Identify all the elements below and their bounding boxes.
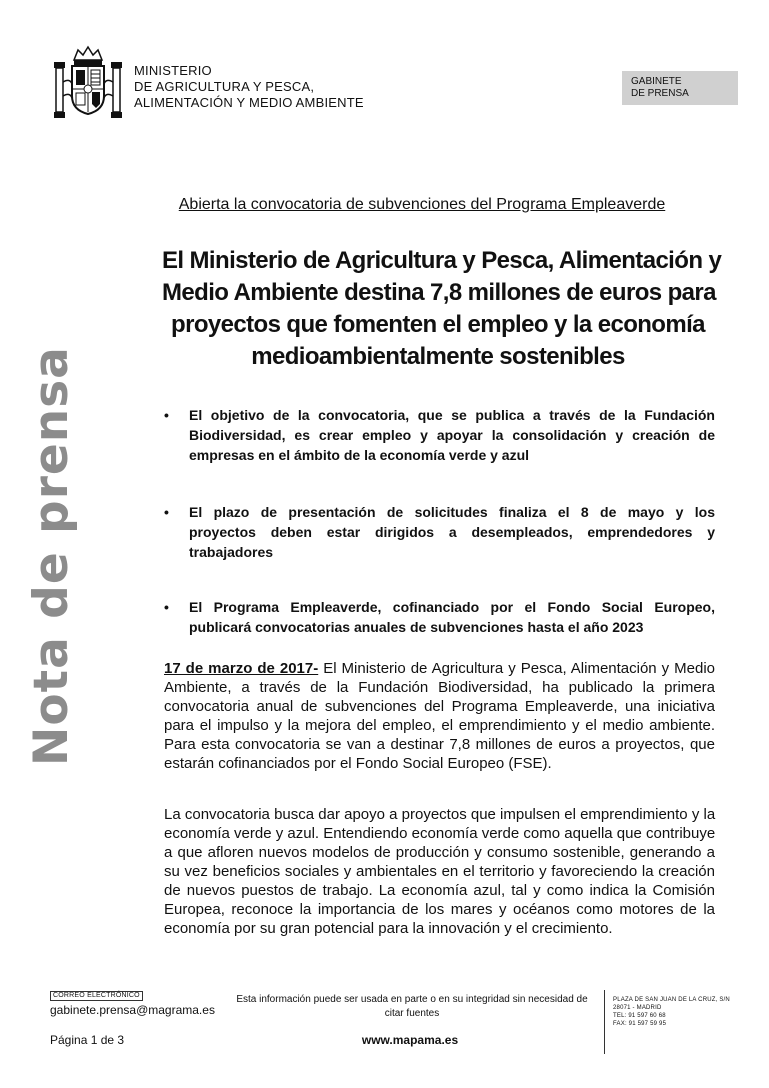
bullet-item [164, 502, 715, 566]
paragraph-line: a que afloren nuevos modelos de producción y consumo sostenible, generando a [164, 844, 715, 861]
bullet-item [164, 405, 715, 469]
coat-of-arms-icon [50, 44, 126, 122]
dateline: 17 de marzo de 2017- [164, 660, 319, 677]
headline-line: proyectos que fomenten el empleo y la economía [171, 311, 705, 338]
paragraph-line: Europea, reconoce la importancia de los mares y océanos como motores de la [164, 901, 715, 918]
paragraph-line: economía por su gran potencial para la innovación y el crecimiento. [164, 920, 613, 937]
bullet-line: trabajadores [189, 544, 274, 560]
bullet-icon: • [164, 407, 169, 423]
bullet-item [164, 597, 715, 641]
office-line: GABINETE [631, 76, 682, 87]
body-paragraph [164, 805, 715, 938]
bullet-line: empresas en el ámbito de la economía verde y azul [189, 447, 530, 463]
paragraph-line: Ambiente, a través de la Fundación Biodiversidad, ha publicado la primera [164, 679, 715, 696]
address-line: TEL: 91 597 60 68 [613, 1013, 666, 1019]
press-office-box [622, 71, 738, 105]
bullet-line: El Programa Empleaverde, cofinanciado por el Fondo Social Europeo, [189, 599, 715, 615]
headline-line: medioambientalmente sostenibles [251, 343, 625, 370]
page-number: Página 1 de 3 [50, 1033, 125, 1047]
ministry-line: DE AGRICULTURA Y PESCA, [134, 79, 315, 94]
email-label: CORREO ELECTRÓNICO [50, 991, 143, 1001]
bullet-line: Biodiversidad, es crear empleo y apoyar la consolidación y creación de [189, 427, 715, 443]
bullet-line: publicará convocatorias anuales de subvenciones hasta el año 2023 [189, 619, 644, 635]
bullet-line: proyectos deben estar dirigidos a desempleados, emprendedores y [189, 524, 715, 540]
disclaimer: Esta información puede ser usada en parte o en su integridad sin necesidad de citar fuentes [236, 994, 588, 1019]
kicker: Abierta la convocatoria de subvenciones del Programa Empleaverde [178, 196, 666, 213]
paragraph-line: su vez beneficios sociales y ambientales en el territorio y favoreciendo la creación [164, 863, 715, 880]
address [613, 996, 730, 1028]
bullet-text [189, 405, 715, 465]
headline [162, 245, 722, 373]
paragraph-line: de nuevos puestos de trabajo. La economía azul, tal y como indica la Comisión [164, 882, 715, 899]
paragraph-line: para el impulso y la mejora del empleo, el emprendimiento y el medio ambiente. [164, 717, 715, 734]
address-line: PLAZA DE SAN JUAN DE LA CRUZ, S/N [613, 997, 730, 1003]
ministry-name [134, 63, 364, 111]
headline-line: Medio Ambiente destina 7,8 millones de euros para [162, 279, 716, 306]
paragraph-line: Para esta convocatoria se van a destinar 7,8 millones de euros a proyectos, que [164, 736, 715, 753]
paragraph-line: economía verde y azul. Entendiendo economía verde como aquella que contribuye [164, 825, 716, 842]
bullet-line: El objetivo de la convocatoria, que se publica a través de la Fundación [189, 407, 715, 423]
address-line: 28071 - MADRID [613, 1005, 662, 1011]
bullet-text [189, 502, 715, 562]
office-line: DE PRENSA [631, 88, 689, 99]
paragraph-text: El Ministerio de Agricultura y Pesca, Alimentación y Medio [318, 660, 715, 677]
body-paragraph [164, 659, 715, 773]
press-note-label: Nota de prensa [24, 346, 79, 766]
paragraph-line: La convocatoria busca dar apoyo a proyectos que impulsen el emprendimiento y la [164, 806, 716, 823]
headline-line: El Ministerio de Agricultura y Pesca, Alimentación y [162, 247, 722, 274]
website-link[interactable]: www.mapama.es [361, 1033, 459, 1047]
bullet-line: El plazo de presentación de solicitudes finaliza el 8 de mayo y los [189, 504, 715, 520]
bullet-icon: • [164, 504, 169, 520]
footer-divider [604, 990, 605, 1054]
paragraph-line: estarán cofinanciados por el Fondo Social Europeo (FSE). [164, 755, 552, 772]
address-line: FAX: 91 597 59 95 [613, 1021, 667, 1027]
paragraph-line [164, 659, 715, 678]
ministry-line: MINISTERIO [134, 63, 212, 78]
ministry-line: ALIMENTACIÓN Y MEDIO AMBIENTE [134, 95, 364, 110]
email-link[interactable]: gabinete.prensa@magrama.es [50, 1003, 215, 1017]
bullet-text [189, 597, 715, 637]
paragraph-line: convocatoria anual de subvenciones del Programa Empleaverde, una iniciativa [164, 698, 715, 715]
bullet-icon: • [164, 599, 169, 615]
